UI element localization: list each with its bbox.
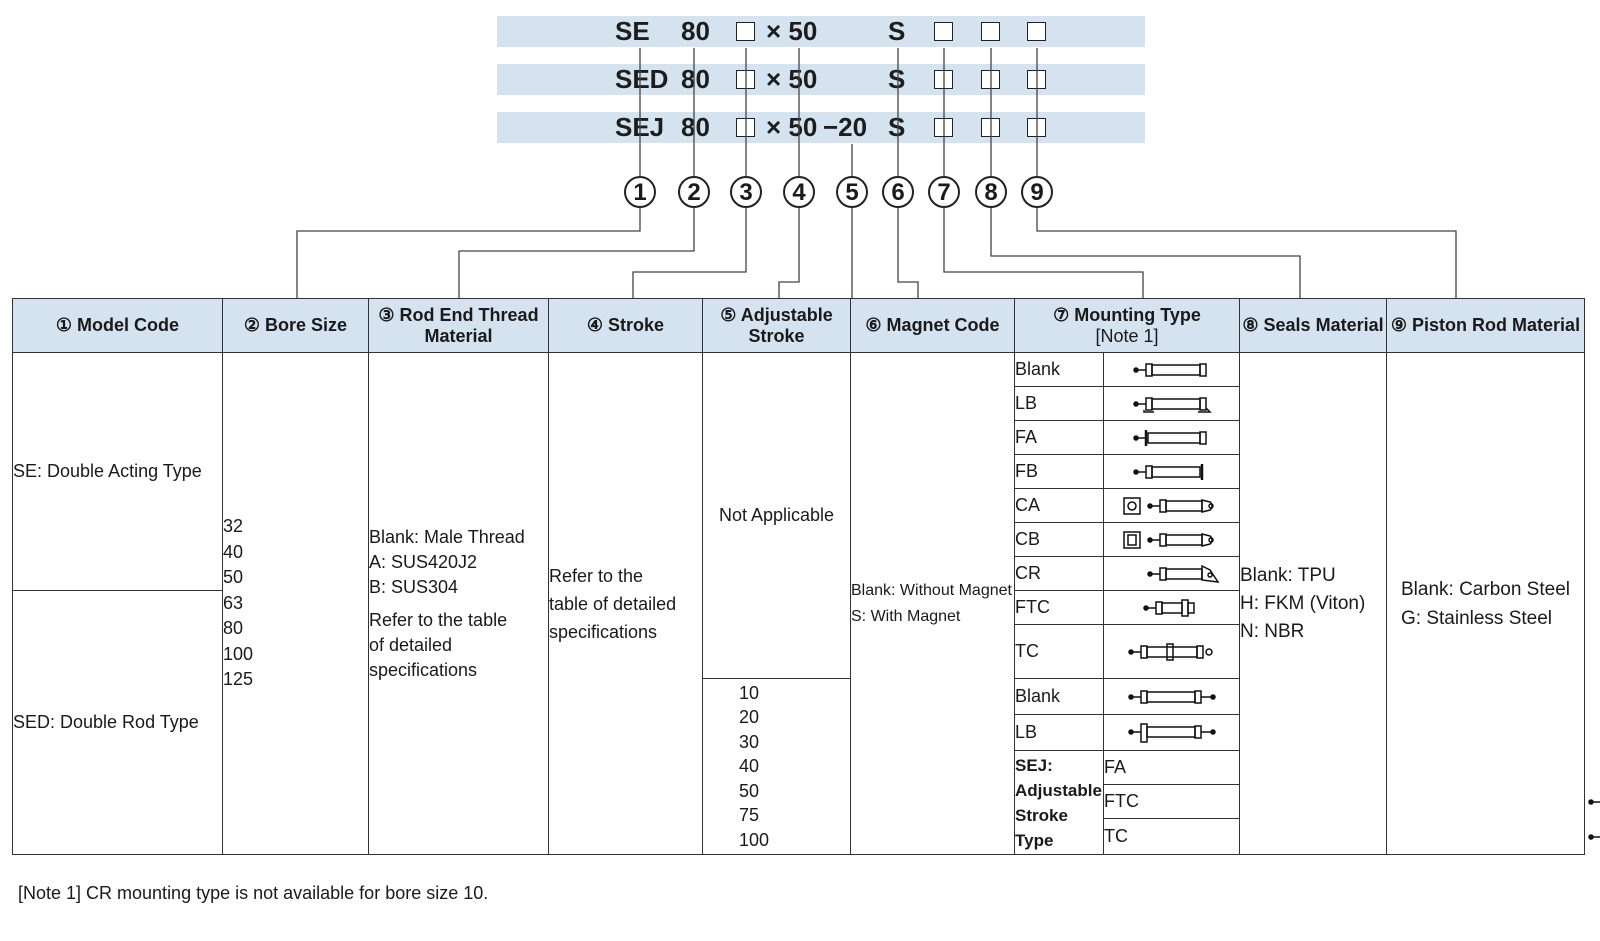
adj-value: 100	[739, 829, 770, 850]
circle-5: 5	[836, 176, 868, 208]
header-rod-end-line1: ③ Rod End Thread	[378, 304, 539, 325]
adj-value: 30	[739, 731, 760, 752]
bore-value: 80	[223, 618, 244, 639]
footnote: [Note 1] CR mounting type is not available for bore size 10.	[18, 883, 489, 903]
mount-icon-cr	[1104, 557, 1240, 591]
bore-value: 63	[223, 592, 244, 613]
mounting-code: FA	[1104, 751, 1240, 785]
stroke-code: × 50	[766, 16, 818, 46]
bore-code: 80	[681, 16, 710, 46]
header-mounting	[1015, 299, 1240, 353]
mount-icon-ftc	[1104, 591, 1240, 625]
header-rod-end-line2: Material	[424, 325, 493, 346]
bore-code: 80	[681, 112, 710, 142]
connector-lines	[0, 0, 1600, 300]
header-mounting-line1: ⑦ Mounting Type	[1053, 304, 1201, 325]
adj-value: 10	[739, 682, 760, 703]
double-rod-tc-icon	[1585, 828, 1600, 846]
model-sed: SED: Double Rod Type	[13, 591, 223, 855]
mounting-code: CB	[1015, 523, 1104, 557]
double-rod-lb-icon	[1127, 723, 1217, 743]
mounting-code: Blank	[1015, 679, 1104, 715]
mounting-code: LB	[1015, 387, 1104, 421]
circle-4: 4	[783, 176, 815, 208]
header-adjustable	[703, 299, 851, 353]
bore-value: 50	[223, 567, 244, 588]
bore-value: 32	[223, 516, 244, 537]
mounting-code: FTC	[1015, 591, 1104, 625]
bore-value: 40	[223, 541, 244, 562]
cylinder-tc-icon	[1127, 643, 1217, 661]
header-stroke: ④ Stroke	[549, 299, 703, 353]
cylinder-cb-icon	[1122, 530, 1222, 550]
magnet-option: Blank: Without Magnet	[851, 581, 1012, 599]
magnet-options	[851, 353, 1015, 855]
seals-option: Blank: TPU	[1240, 564, 1336, 586]
rod-end-option: Blank: Male Thread	[369, 526, 525, 547]
piston-rod-options	[1387, 353, 1585, 855]
header-bore-size: ② Bore Size	[223, 299, 369, 353]
header-piston-rod: ⑨ Piston Rod Material	[1387, 299, 1585, 353]
header-magnet: ⑥ Magnet Code	[851, 299, 1015, 353]
bore-value: 125	[223, 669, 254, 690]
header-row	[13, 299, 1585, 353]
stroke-code: × 50	[766, 64, 818, 94]
mounting-code: TC	[1015, 625, 1104, 679]
circle-8: 8	[975, 176, 1007, 208]
stroke-line: Refer to the	[549, 565, 644, 586]
header-model-code: ① Model Code	[13, 299, 223, 353]
circle-1: 1	[624, 176, 656, 208]
stroke-code: × 50	[766, 112, 818, 142]
magnet-code: S	[888, 64, 906, 94]
circle-9: 9	[1021, 176, 1053, 208]
adj-value: 40	[739, 756, 760, 777]
table-row	[13, 353, 1585, 387]
rod-end-options	[369, 353, 549, 855]
cylinder-ca-icon	[1122, 496, 1222, 516]
mounting-code: FA	[1015, 421, 1104, 455]
bore-code: 80	[681, 64, 710, 94]
mounting-code: TC	[1104, 819, 1240, 855]
mount-icon-blank	[1104, 353, 1240, 387]
header-adj-line1: ⑤ Adjustable	[720, 304, 833, 325]
header-seals: ⑧ Seals Material	[1240, 299, 1387, 353]
circle-3: 3	[730, 176, 762, 208]
mounting-code: Blank	[1015, 353, 1104, 387]
stroke-note	[549, 353, 703, 855]
adjustable-values	[703, 679, 851, 855]
cylinder-fa-icon	[1132, 429, 1212, 447]
series-code: SE	[615, 16, 650, 46]
mount-icon-ca	[1104, 489, 1240, 523]
adjustable-code: −20	[823, 112, 868, 142]
adjustable-not-applicable: Not Applicable	[703, 353, 851, 679]
piston-rod-option: Blank: Carbon Steel	[1401, 578, 1570, 600]
mount-icon-lb	[1104, 387, 1240, 421]
double-rod-ftc-icon	[1585, 793, 1600, 811]
adj-value: 50	[739, 780, 760, 801]
cylinder-ftc-icon	[1132, 599, 1212, 617]
rod-end-note: Refer to the table	[369, 609, 508, 630]
adj-value: 20	[739, 707, 760, 728]
series-code: SEJ	[615, 112, 665, 142]
mounting-code: CR	[1015, 557, 1104, 591]
mount-icon-fb	[1104, 455, 1240, 489]
mount-icon-double-blank	[1104, 679, 1240, 715]
rod-end-option: A: SUS420J2	[369, 551, 478, 572]
header-rod-end	[369, 299, 549, 353]
seals-options	[1240, 353, 1387, 855]
ordering-table	[12, 298, 1585, 855]
circle-2: 2	[678, 176, 710, 208]
double-rod-blank-icon	[1127, 688, 1217, 706]
cylinder-blank-icon	[1132, 361, 1212, 379]
bore-size-list	[223, 353, 369, 855]
stroke-line: specifications	[549, 621, 658, 642]
rod-end-note: of detailed	[369, 634, 453, 655]
magnet-code: S	[888, 16, 906, 46]
mounting-code: CA	[1015, 489, 1104, 523]
cylinder-lb-icon	[1132, 395, 1212, 413]
header-mounting-note: [Note 1]	[1095, 325, 1159, 346]
rod-end-option: B: SUS304	[369, 576, 459, 597]
mounting-code: FTC	[1104, 785, 1240, 819]
stroke-line: table of detailed	[549, 593, 677, 614]
cylinder-fb-icon	[1132, 463, 1212, 481]
mounting-code: FB	[1015, 455, 1104, 489]
mount-icon-cb	[1104, 523, 1240, 557]
mount-icon-tc	[1104, 625, 1240, 679]
mount-icon-fa	[1104, 421, 1240, 455]
seals-option: H: FKM (Viton)	[1240, 592, 1366, 614]
circle-6: 6	[882, 176, 914, 208]
mounting-code: LB	[1015, 715, 1104, 751]
series-code: SED	[615, 64, 669, 94]
model-se: SE: Double Acting Type	[13, 353, 223, 591]
bore-value: 100	[223, 643, 254, 664]
adj-value: 75	[739, 805, 760, 826]
magnet-option: S: With Magnet	[851, 607, 961, 625]
rod-end-note: specifications	[369, 659, 478, 680]
magnet-code: S	[888, 112, 906, 142]
model-sej: SEJ: Adjustable Stroke Type	[1015, 751, 1104, 855]
cylinder-cr-icon	[1122, 564, 1222, 584]
mount-icon-double-lb	[1104, 715, 1240, 751]
circle-7: 7	[928, 176, 960, 208]
header-adj-line2: Stroke	[748, 325, 805, 346]
seals-option: N: NBR	[1240, 620, 1305, 642]
piston-rod-option: G: Stainless Steel	[1401, 607, 1553, 629]
